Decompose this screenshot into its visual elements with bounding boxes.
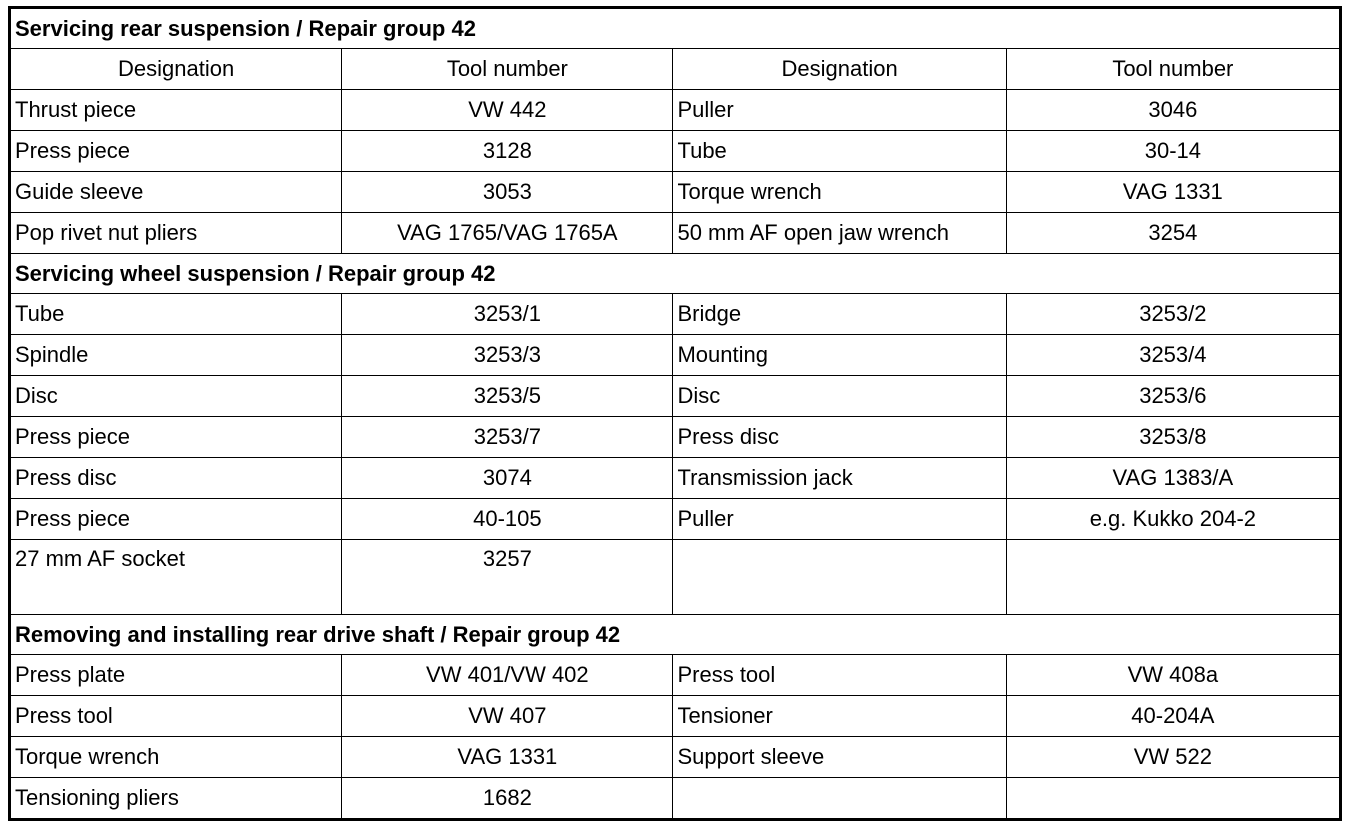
tool-number-cell: VW 522 xyxy=(1006,737,1339,778)
designation-cell: Press disc xyxy=(11,458,342,499)
tool-number-cell xyxy=(1006,540,1339,615)
designation-cell: Tube xyxy=(11,294,342,335)
designation-cell: Spindle xyxy=(11,335,342,376)
designation-cell: Press piece xyxy=(11,131,342,172)
tool-number-cell: VAG 1765/VAG 1765A xyxy=(342,213,673,254)
table-row xyxy=(11,417,1340,458)
section-heading-row xyxy=(11,615,1340,655)
table-row xyxy=(11,778,1340,819)
column-header-designation: Designation xyxy=(11,49,342,90)
tool-number-cell: 3253/6 xyxy=(1006,376,1339,417)
section-heading-row xyxy=(11,254,1340,294)
tool-number-cell: 3053 xyxy=(342,172,673,213)
table-row xyxy=(11,655,1340,696)
designation-cell: Press disc xyxy=(673,417,1006,458)
designation-cell: Press tool xyxy=(11,696,342,737)
tool-number-cell: VAG 1383/A xyxy=(1006,458,1339,499)
designation-cell: 50 mm AF open jaw wrench xyxy=(673,213,1006,254)
tool-number-cell: VAG 1331 xyxy=(1006,172,1339,213)
designation-cell: Bridge xyxy=(673,294,1006,335)
designation-cell xyxy=(673,540,1006,615)
column-header-row xyxy=(11,49,1340,90)
tool-number-cell: 3253/1 xyxy=(342,294,673,335)
column-header-tool-number: Tool number xyxy=(342,49,673,90)
tool-number-cell: 3253/7 xyxy=(342,417,673,458)
special-tools-sheet xyxy=(8,6,1342,821)
designation-cell: Tube xyxy=(673,131,1006,172)
table-row xyxy=(11,294,1340,335)
table-row xyxy=(11,540,1340,615)
tool-number-cell: 1682 xyxy=(342,778,673,819)
designation-cell: Tensioning pliers xyxy=(11,778,342,819)
tool-number-cell: 3128 xyxy=(342,131,673,172)
table-row xyxy=(11,458,1340,499)
tool-number-cell: 3254 xyxy=(1006,213,1339,254)
designation-cell: Support sleeve xyxy=(673,737,1006,778)
section-title: Servicing rear suspension / Repair group 42 xyxy=(11,9,1340,49)
designation-cell: Guide sleeve xyxy=(11,172,342,213)
tool-number-cell: 3253/5 xyxy=(342,376,673,417)
column-header-tool-number: Tool number xyxy=(1006,49,1339,90)
tool-number-cell: 3253/4 xyxy=(1006,335,1339,376)
tool-number-cell xyxy=(1006,778,1339,819)
designation-cell: Press tool xyxy=(673,655,1006,696)
designation-cell: Thrust piece xyxy=(11,90,342,131)
column-header-designation: Designation xyxy=(673,49,1006,90)
table-row xyxy=(11,499,1340,540)
table-row xyxy=(11,335,1340,376)
section-title: Removing and installing rear drive shaft / Repair group 42 xyxy=(11,615,1340,655)
tool-number-cell: VW 407 xyxy=(342,696,673,737)
tool-number-cell: VW 401/VW 402 xyxy=(342,655,673,696)
table-row xyxy=(11,737,1340,778)
tool-number-cell: 3253/2 xyxy=(1006,294,1339,335)
designation-cell: Disc xyxy=(673,376,1006,417)
tool-number-cell: VW 408a xyxy=(1006,655,1339,696)
table-row xyxy=(11,90,1340,131)
section-title: Servicing wheel suspension / Repair group 42 xyxy=(11,254,1340,294)
tool-number-cell: 3253/3 xyxy=(342,335,673,376)
designation-cell: Press piece xyxy=(11,417,342,458)
designation-cell: Mounting xyxy=(673,335,1006,376)
designation-cell: Puller xyxy=(673,499,1006,540)
designation-cell: Transmission jack xyxy=(673,458,1006,499)
table-row xyxy=(11,696,1340,737)
designation-cell xyxy=(673,778,1006,819)
tool-number-cell: VAG 1331 xyxy=(342,737,673,778)
designation-cell: Tensioner xyxy=(673,696,1006,737)
table-row xyxy=(11,376,1340,417)
designation-cell: Puller xyxy=(673,90,1006,131)
tool-number-cell: e.g. Kukko 204-2 xyxy=(1006,499,1339,540)
tool-number-cell: 40-105 xyxy=(342,499,673,540)
tool-number-cell: VW 442 xyxy=(342,90,673,131)
designation-cell: 27 mm AF socket xyxy=(11,540,342,615)
tool-number-cell: 40-204A xyxy=(1006,696,1339,737)
designation-cell: Press piece xyxy=(11,499,342,540)
designation-cell: Torque wrench xyxy=(673,172,1006,213)
table-row xyxy=(11,172,1340,213)
table-row xyxy=(11,131,1340,172)
tool-number-cell: 3257 xyxy=(342,540,673,615)
designation-cell: Torque wrench xyxy=(11,737,342,778)
designation-cell: Press plate xyxy=(11,655,342,696)
tool-number-cell: 3253/8 xyxy=(1006,417,1339,458)
tool-number-cell: 3074 xyxy=(342,458,673,499)
designation-cell: Pop rivet nut pliers xyxy=(11,213,342,254)
designation-cell: Disc xyxy=(11,376,342,417)
tool-number-cell: 30-14 xyxy=(1006,131,1339,172)
section-heading-row xyxy=(11,9,1340,49)
special-tools-table xyxy=(10,8,1340,819)
tool-number-cell: 3046 xyxy=(1006,90,1339,131)
table-row xyxy=(11,213,1340,254)
